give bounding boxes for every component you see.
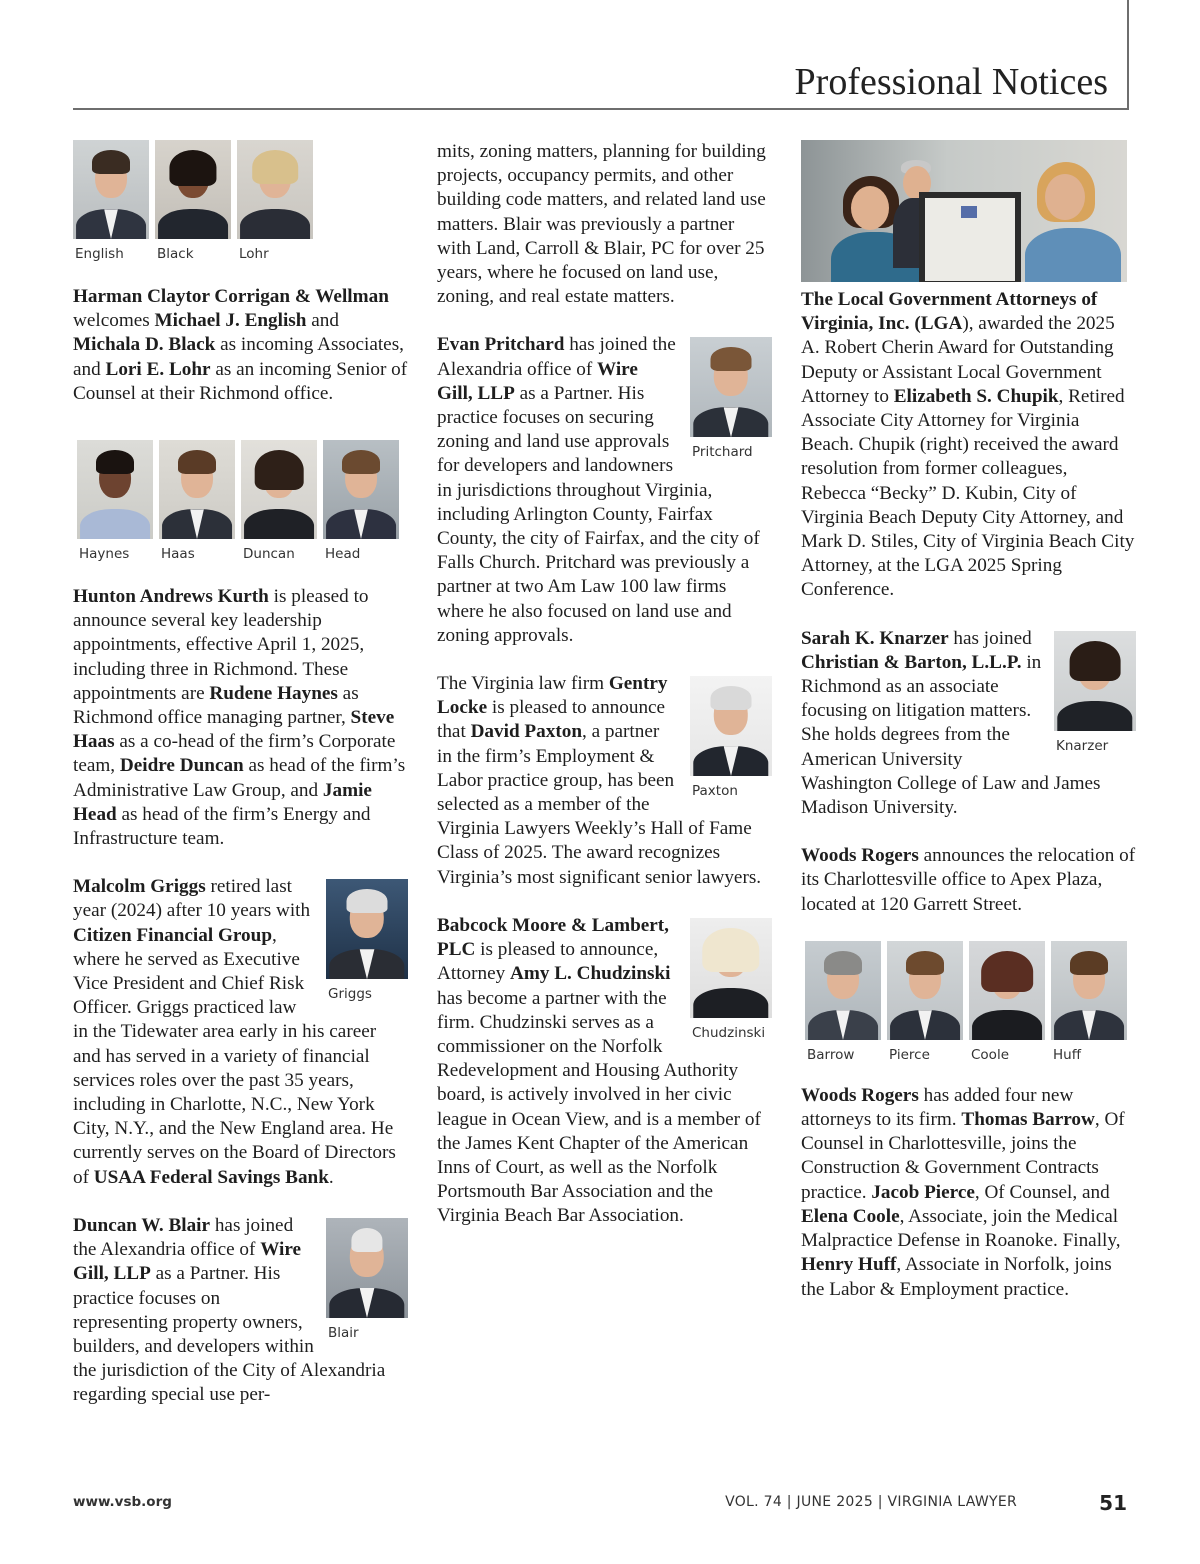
portrait-haas xyxy=(159,440,235,539)
caption-pierce: Pierce xyxy=(889,1046,930,1063)
photo-coole xyxy=(969,941,1045,1064)
portrait-haynes xyxy=(77,440,153,539)
caption-black: Black xyxy=(157,246,194,262)
portrait-pritchard xyxy=(690,337,772,437)
notice-chudzinski-text: Babcock Moore & Lambert, PLC is pleased to announce, Attorney Amy L. Chudzinski has become a partner with the firm. Chudzinski serves as a commissioner on the Norfolk Redevelopment and Housing Authority board, is actively involved in her civic league in Ocean View, and is a member of the James Kent Chapter of the American Inns of Court, as well as the Norfolk Portsmouth Bar Association and the Virginia Beach Bar Association. xyxy=(437,914,761,1227)
section-title: Professional Notices xyxy=(794,61,1108,103)
notice-knarzer-text: Sarah K. Knarzer has joined Christian & Barton, L.L.P. in Richmond as an associate focusing on litigation matters. She holds degrees from the American University Washington College of Law and James Madison University. xyxy=(801,627,1101,819)
photo-duncan xyxy=(241,440,317,563)
notice-lga-text: The Local Government Attorneys of Virginia, Inc. (LGA), awarded the 2025 A. Robert Cherin Award for Outstanding Deputy or Assistant Local Government Attorney to Elizabeth S. Chupik, Retired Associate City Attorney for Virginia Beach. Chupik (right) received the award resolution from former colleagues, Rebecca “Becky” D. Kubin, City of Virginia Beach Deputy City Attorney, and Mark D. Stiles, City of Virginia Beach City Attorney, at the LGA 2025 Spring Conference. xyxy=(801,289,1135,601)
notice-hccw xyxy=(73,140,408,406)
notice-knarzer xyxy=(801,627,1136,821)
photo-haas xyxy=(159,440,235,563)
photo-paxton xyxy=(690,676,772,800)
caption-huff: Huff xyxy=(1053,1046,1082,1063)
caption-haas: Haas xyxy=(161,546,195,563)
caption-barrow: Barrow xyxy=(807,1046,855,1063)
page-number: 51 xyxy=(1099,1491,1127,1515)
photo-knarzer xyxy=(1054,631,1136,755)
portrait-huff xyxy=(1051,941,1127,1040)
award-ceremony-photo xyxy=(801,140,1127,282)
column-1 xyxy=(73,140,408,1432)
caption-english: English xyxy=(75,246,124,262)
photo-black xyxy=(155,140,231,263)
photo-head xyxy=(323,440,399,563)
notice-blair-continued xyxy=(437,140,772,309)
column-3 xyxy=(801,140,1136,1326)
photo-pritchard xyxy=(690,337,772,461)
photo-row-hccw xyxy=(73,140,408,263)
portrait-duncan xyxy=(241,440,317,539)
portrait-barrow xyxy=(805,941,881,1040)
notice-woods-new-attorneys xyxy=(801,941,1136,1302)
photo-row-hunton xyxy=(73,440,408,563)
header-rule xyxy=(73,108,1129,110)
photo-griggs xyxy=(326,879,408,1003)
notice-blair-continued-text: mits, zoning matters, planning for building projects, occupancy permits, and other building code matters, and related land use matters. Blair was previously a partner with Land, Carroll & Blair, PC for over 25 years, where he focused on land use, zoning, and real estate matters. xyxy=(437,141,766,308)
photo-haynes xyxy=(77,440,153,563)
portrait-paxton xyxy=(690,676,772,776)
notice-woods-relocation xyxy=(801,844,1136,917)
photo-row-woods xyxy=(801,941,1136,1064)
caption-pritchard: Pritchard xyxy=(692,444,753,461)
photo-pierce xyxy=(887,941,963,1064)
caption-paxton: Paxton xyxy=(692,783,738,800)
photo-lohr xyxy=(237,140,313,263)
portrait-pierce xyxy=(887,941,963,1040)
notice-woods-new-text: Woods Rogers has added four new attorneys to its firm. Thomas Barrow, Of Counsel in Charlottesville, joins the Construction & Government Contracts practice. Jacob Pierce, Of Counsel, and Elena Coole, Associate, join the Medical Malpractice Defense in Roanoke. Finally, Henry Huff, Associate in Norfolk, joins the Labor & Employment practice. xyxy=(801,1084,1125,1300)
footer-url[interactable]: www.vsb.org xyxy=(73,1494,172,1510)
notice-paxton xyxy=(437,672,772,890)
notice-chudzinski xyxy=(437,914,772,1229)
notice-paxton-text: The Virginia law firm Gentry Locke is pleased to announce that David Paxton, a partner in the firm’s Employment & Labor practice group, has been selected as a member of the Virginia Lawyers Weekly’s Hall of Fame Class of 2025. The award recognizes Virginia’s most significant senior lawyers. xyxy=(437,673,762,888)
notice-hunton-text: Hunton Andrews Kurth is pleased to announce several key leadership appointments, effective April 1, 2025, including three in Richmond. These appointments are Rudene Haynes as Richmond office managing partner, Steve Haas as a co-head of the firm’s Corporate team, Deidre Duncan as head of the firm’s Administrative Law Group, and Jamie Head as head of the firm’s Energy and Infrastructure team. xyxy=(73,586,406,850)
caption-knarzer: Knarzer xyxy=(1056,737,1109,754)
photo-chudzinski xyxy=(690,918,772,1042)
footer-issue: VOL. 74 | JUNE 2025 | VIRGINIA LAWYER xyxy=(725,1494,1017,1510)
portrait-lohr xyxy=(237,140,313,239)
portrait-black xyxy=(155,140,231,239)
caption-head: Head xyxy=(325,546,361,563)
caption-lohr: Lohr xyxy=(239,246,269,262)
caption-chudzinski: Chudzinski xyxy=(692,1024,766,1041)
photo-barrow xyxy=(805,941,881,1064)
notice-hunton xyxy=(73,440,408,851)
photo-blair xyxy=(326,1218,408,1342)
portrait-blair xyxy=(326,1218,408,1318)
notice-lga xyxy=(801,140,1136,603)
notice-griggs-text: Malcolm Griggs retired last year (2024) after 10 years with Citizen Financial Group, where he served as Executive Vice President and Chief Risk Officer. Griggs practiced law in the Tidewater area early in his career and has served in a variety of financial services roles over the past 35 years, including in Charlotte, N.C., New York City, N.Y., and the New England area. He currently serves on the Board of Directors of USAA Federal Savings Bank. xyxy=(73,876,396,1188)
notice-pritchard-text: Evan Pritchard has joined the Alexandria office of Wire Gill, LLP as a Partner. His practice focuses on securing zoning and land use approvals for developers and landowners in jurisdictions throughout Virginia, including Arlington County, Fairfax County, the city of Fairfax, and the city of Falls Church. Pritchard was previously a partner at two Am Law 100 law firms where he also focused on land use and zoning approvals. xyxy=(437,334,760,646)
portrait-chudzinski xyxy=(690,918,772,1018)
award-certificate-frame xyxy=(919,192,1021,282)
caption-haynes: Haynes xyxy=(79,546,130,563)
notice-blair xyxy=(73,1214,408,1408)
notice-griggs xyxy=(73,875,408,1190)
notice-blair-text: Duncan W. Blair has joined the Alexandria office of Wire Gill, LLP as a Partner. His practice focuses on representing property owners, builders, and developers within the jurisdiction of the City of Alexandria regarding special use per- xyxy=(73,1214,386,1406)
portrait-knarzer xyxy=(1054,631,1136,731)
caption-coole: Coole xyxy=(971,1046,1010,1063)
caption-blair: Blair xyxy=(328,1324,359,1341)
column-2 xyxy=(437,140,772,1253)
caption-duncan: Duncan xyxy=(243,546,295,563)
header-vertical-rule xyxy=(1127,0,1129,108)
photo-huff xyxy=(1051,941,1127,1064)
portrait-head xyxy=(323,440,399,539)
photo-english xyxy=(73,140,149,263)
notice-woods-relocation-text: Woods Rogers announces the relocation of its Charlottesville office to Apex Plaza, located at 120 Garrett Street. xyxy=(801,845,1136,915)
notice-hccw-text: Harman Claytor Corrigan & Wellman welcomes Michael J. English and Michala D. Black as incoming Associates, and Lori E. Lohr as an incoming Senior of Counsel at their Richmond office. xyxy=(73,286,408,404)
portrait-coole xyxy=(969,941,1045,1040)
portrait-english xyxy=(73,140,149,239)
portrait-griggs xyxy=(326,879,408,979)
caption-griggs: Griggs xyxy=(328,986,372,1003)
notice-pritchard xyxy=(437,333,772,648)
